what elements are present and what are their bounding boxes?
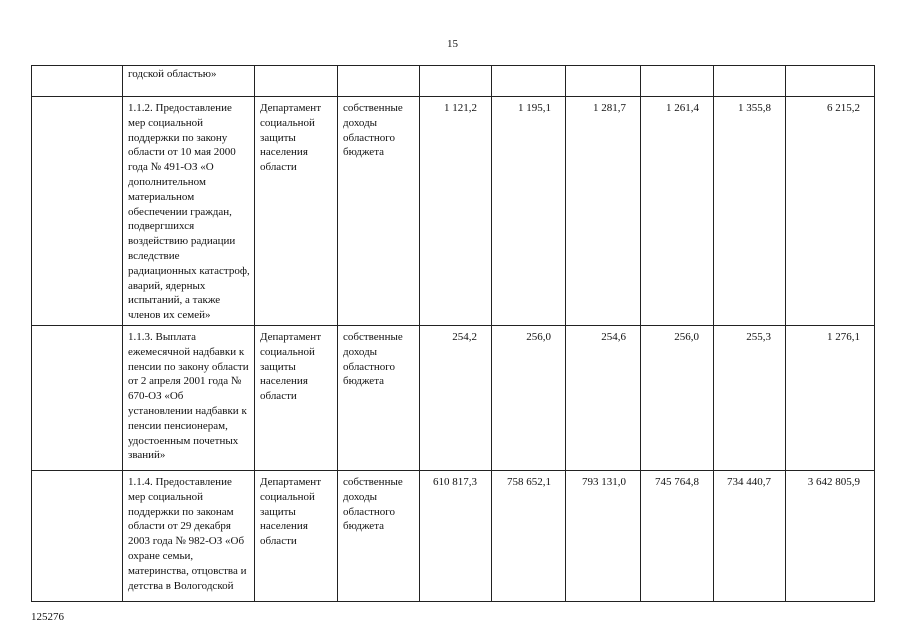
total-cell: 3 642 805,9 <box>786 470 875 601</box>
value-cell <box>641 66 714 97</box>
department-cell: Департамент социальной защиты населения области <box>255 97 338 326</box>
value-cell: 1 121,2 <box>420 97 492 326</box>
total-cell: 6 215,2 <box>786 97 875 326</box>
description-text: 1.1.3. Выплата ежемесячной надбавки к пенсии по закону области от 2 апреля 2001 года № 670-ОЗ «Об установлении надбавки к пенсии пенсионерам, удостоенным почетных званий» <box>128 330 249 462</box>
description-cell <box>123 66 255 97</box>
value-cell: 745 764,8 <box>641 470 714 601</box>
value-cell <box>566 66 641 97</box>
empty-cell <box>32 470 123 601</box>
description-cell <box>123 97 255 326</box>
source-cell: собственные доходы областного бюджета <box>338 325 420 470</box>
empty-cell <box>32 325 123 470</box>
value-cell: 256,0 <box>492 325 566 470</box>
department-cell: Департамент социальной защиты населения области <box>255 470 338 601</box>
value-cell: 610 817,3 <box>420 470 492 601</box>
budget-table <box>31 65 875 602</box>
department-cell <box>255 66 338 97</box>
value-cell: 1 261,4 <box>641 97 714 326</box>
source-cell: собственные доходы областного бюджета <box>338 470 420 601</box>
value-cell: 793 131,0 <box>566 470 641 601</box>
empty-cell <box>32 97 123 326</box>
table-row <box>32 97 875 326</box>
value-cell <box>714 66 786 97</box>
description-text: 1.1.2. Предоставление мер социальной поддержки по закону области от 10 мая 2000 года № 491-ОЗ «О дополнительном материальном обеспечении граждан, подвергшихся воздействию радиации вследствие радиационных катастроф, аварий, ядерных испытаний, а также членов их семей» <box>128 102 250 322</box>
value-cell: 1 195,1 <box>492 97 566 326</box>
empty-cell <box>32 66 123 97</box>
value-cell: 255,3 <box>714 325 786 470</box>
description-text: годской областью» <box>128 68 217 80</box>
value-cell: 1 355,8 <box>714 97 786 326</box>
value-cell <box>492 66 566 97</box>
source-cell <box>338 66 420 97</box>
description-cell <box>123 325 255 470</box>
value-cell: 734 440,7 <box>714 470 786 601</box>
table-row <box>32 66 875 97</box>
value-cell: 758 652,1 <box>492 470 566 601</box>
total-cell <box>786 66 875 97</box>
page-number: 15 <box>447 38 458 50</box>
description-text: 1.1.4. Предоставление мер социальной поддержки по законам области от 29 декабря 2003 года № 982-ОЗ «Об охране семьи, материнства, отцовства и детства в Вологодской <box>128 475 247 592</box>
description-cell <box>123 470 255 601</box>
document-code: 125276 <box>31 611 64 623</box>
total-cell: 1 276,1 <box>786 325 875 470</box>
value-cell: 254,6 <box>566 325 641 470</box>
source-cell: собственные доходы областного бюджета <box>338 97 420 326</box>
value-cell <box>420 66 492 97</box>
value-cell: 254,2 <box>420 325 492 470</box>
value-cell: 256,0 <box>641 325 714 470</box>
table-row <box>32 325 875 470</box>
department-cell: Департамент социальной защиты населения области <box>255 325 338 470</box>
table-row <box>32 470 875 601</box>
value-cell: 1 281,7 <box>566 97 641 326</box>
